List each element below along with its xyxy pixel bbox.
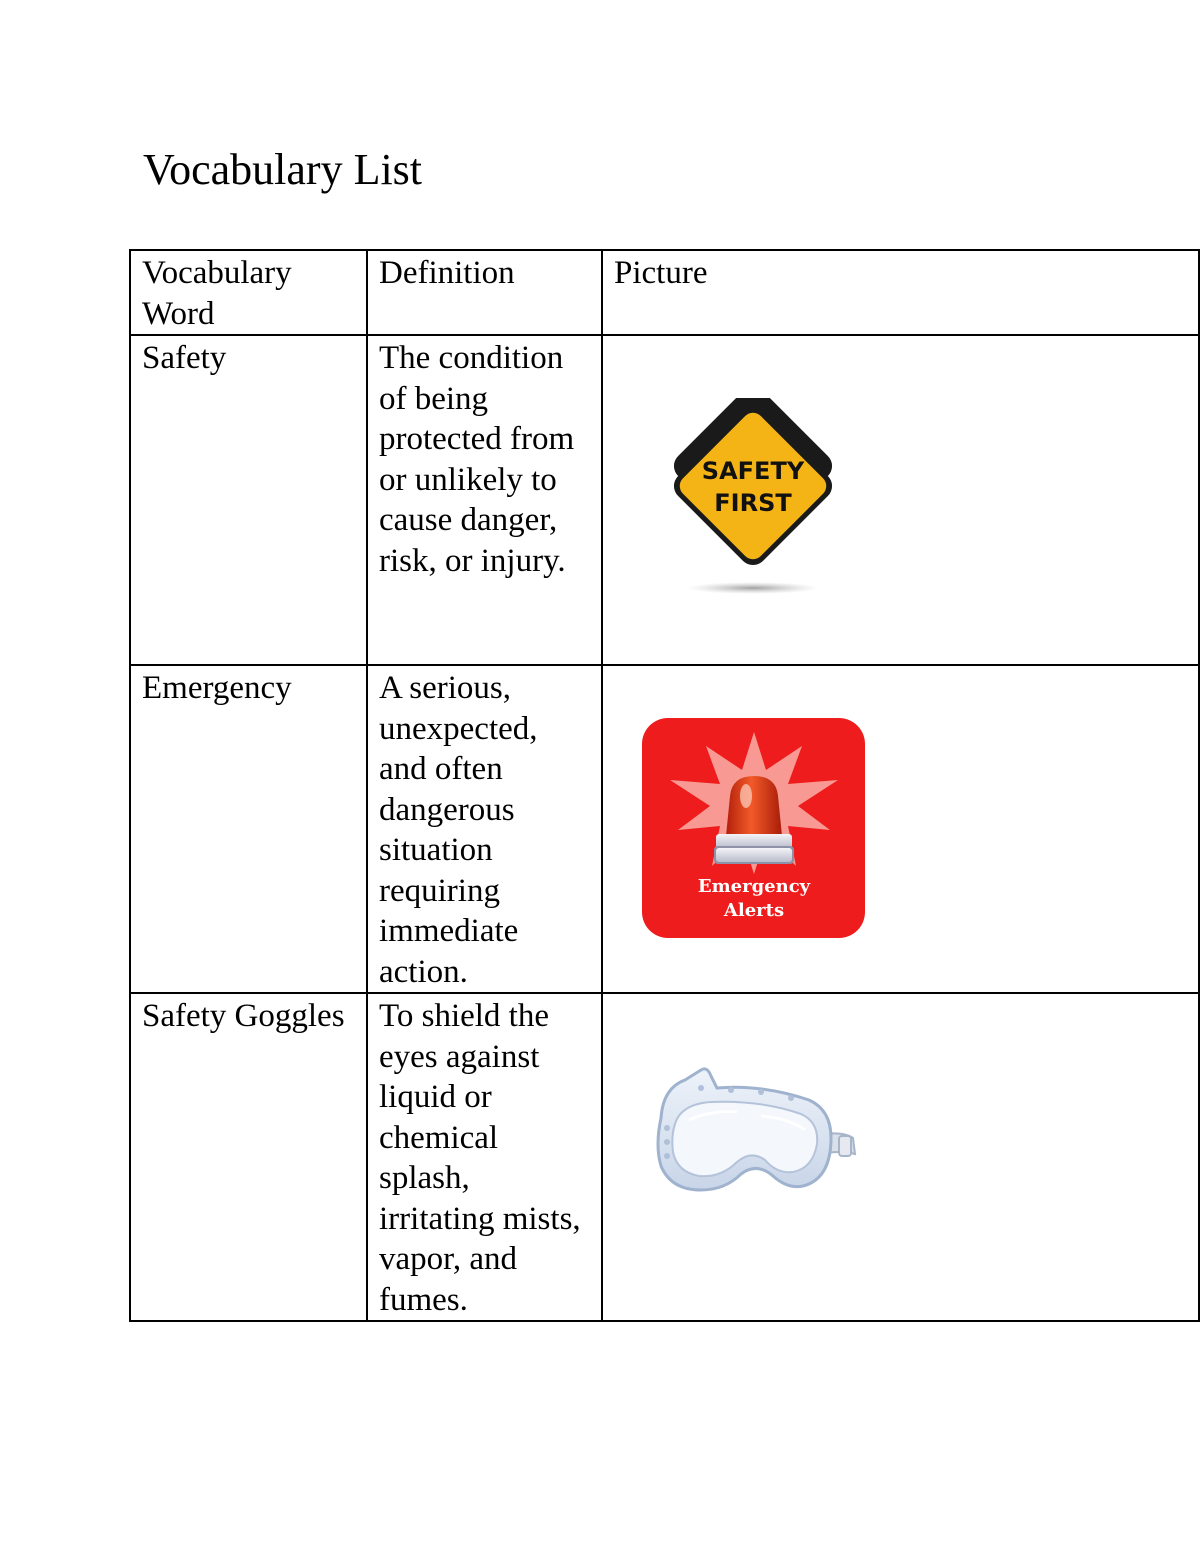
table-row [130, 665, 1199, 993]
table-row [130, 335, 1199, 665]
vocabulary-word: Emergency [130, 665, 367, 993]
header-definition: Definition [367, 250, 602, 335]
header-vocabulary-word: Vocabulary Word [130, 250, 367, 335]
picture-cell [602, 665, 1199, 993]
safety-first-sign-icon [665, 398, 845, 598]
table-header-row [130, 250, 1199, 335]
table-row [130, 993, 1199, 1321]
definition: A serious, unexpected, and often dangerous situation requiring immediate action. [367, 665, 602, 993]
sign-line-2: FIRST [714, 489, 792, 517]
emergency-alerts-icon [642, 718, 865, 938]
definition: The condition of being protected from or unlikely to cause danger, risk, or injury. [367, 335, 602, 665]
safety-goggles-icon [641, 1058, 867, 1218]
icon-caption-line-1: Emergency [697, 876, 811, 897]
icon-caption-line-2: Alerts [723, 900, 785, 921]
sign-line-1: SAFETY [701, 457, 805, 485]
picture-cell [602, 993, 1199, 1321]
vocabulary-word: Safety Goggles [130, 993, 367, 1321]
picture-cell [602, 335, 1199, 665]
vocabulary-table [129, 249, 1200, 1322]
page-title: Vocabulary List [143, 145, 423, 194]
definition: To shield the eyes against liquid or chemical splash, irritating mists, vapor, and fumes. [367, 993, 602, 1321]
header-picture: Picture [602, 250, 1199, 335]
vocabulary-word: Safety [130, 335, 367, 665]
